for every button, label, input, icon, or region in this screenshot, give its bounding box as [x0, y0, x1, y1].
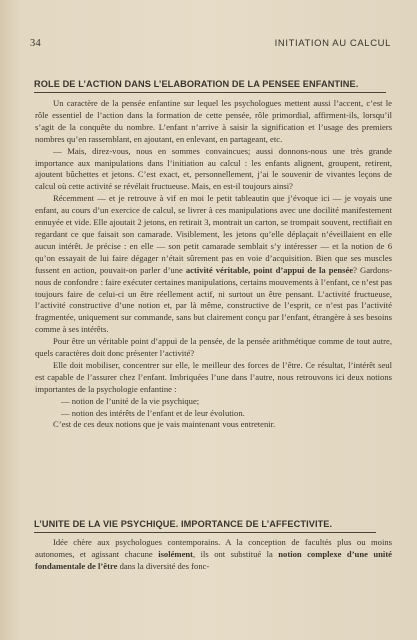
paragraph: Pour être un véritable point d’appui de la pensée, de la pensée arithmétique comme de tout autre, quels caractères doit donc présenter l’activité? — [35, 336, 392, 359]
paragraph: Un caractère de la pensée enfantine sur lequel les psychologues mettent aussi l’accent, c’est le rôle essentiel de l’action dans la formation de cette pensée, rôle primordial, affirment-ils, lorsqu’il s’agit de la conquête du nombre. L’enfant n’arrive à saisir la signification et l’usage des premiers nombres qu’en rassemblant, en ajoutant, en enlevant, en partageant, etc. — [35, 98, 392, 144]
page-header — [30, 38, 391, 50]
section-body-action — [35, 98, 392, 431]
bold-phrase: notion complexe d’une unité fondamentale de l’être — [35, 548, 392, 571]
title-underline — [34, 532, 376, 533]
section-body-unity — [35, 537, 392, 573]
title-underline — [34, 92, 386, 93]
running-head: INITIATION AU CALCUL — [274, 38, 391, 49]
text-run: Récemment — et je retrouve à vif en moi le petit tableautin que j’évoque ici — je voyais une enfant, au cours d’un exercice de calcul, se livrer à ces manipulations avec une docilité manifestement ennuyée et vide. Elle ajoutait 2 jetons, en retirait 3, montrait un carton, se trompait souvent, rectifiait en regardant ce que faisait son camarade. Visiblement, les jetons qu’elle déplaçait n’éveillaient en elle aucun intérêt. Je précise : en elle — son petit camarade semblait s’y intéresser — et la notion de 6 qu’on essayait de lui faire dégager n’était sûrement pas en voie d’acquisition. Bien que ses muscles fussent en action, pouvait-on parler d’une — [35, 193, 392, 275]
section-title-unity: L’UNITE DE LA VIE PSYCHIQUE. IMPORTANCE DE L’AFFECTIVITE. — [34, 519, 333, 529]
list-item: — notion des intérêts de l’enfant et de leur évolution. — [61, 407, 245, 418]
paragraph: Elle doit mobiliser, concentrer sur elle, le meilleur des forces de l’être. Ce résultat, l’intérêt seul est capable de l’assurer chez l’enfant. Imbriquées l’une dans l’autre, nous retrouvons ici deux notions importantes de la psychologie enfantine : — [35, 359, 392, 394]
paragraph: — Mais, direz-vous, nous en sommes convaincues; aussi donnons-nous une très grande importance aux manipulations dans l’initiation au calcul : les enfants alignent, groupent, retirent, ajoutent bûchettes et jetons. C’est exact, et, personnellement, j’ai le souvenir de vivantes leçons de calcul où cette activité se révélait fructueuse. Mais, en est-il toujours ainsi? — [35, 145, 392, 192]
text-run: , ils ont substitué la — [193, 548, 279, 559]
text-run: Idée chère aux psychologues contemporains. A la conception de facultés plus ou moins autonomes, et agissant chacune — [35, 537, 392, 559]
text-run: dans la diversité des fonc- — [117, 560, 210, 571]
paragraph — [35, 537, 392, 573]
paragraph — [35, 193, 392, 336]
section-title-action: ROLE DE L’ACTION DANS L’ELABORATION DE LA PENSEE ENFANTINE. — [34, 79, 359, 89]
text-run: ? Gardons-nous de confondre : faire exécuter certaines manipulations, certains mouvements à l’enfant, ce n’est pas toujours faire de celui-ci un être réellement actif, ni surtout un être pensant. L’activité fructueuse, l’activité constructive d’une notion et, par là même, constructive de l’esprit, ce n’est pas l’activité fragmentée, uniquement sur commande, sans but clairement conçu par l’enfant, étrangère à ses besoins comme à ses intérêts. — [35, 264, 392, 335]
page-number: 34 — [30, 38, 42, 49]
paragraph: C’est de ces deux notions que je vais maintenant vous entretenir. — [53, 419, 276, 430]
list-item: — notion de l’unité de la vie psychique; — [61, 395, 200, 406]
bold-phrase: isolément — [158, 548, 194, 559]
bold-phrase: activité véritable, point d’appui de la pensée — [185, 264, 354, 275]
